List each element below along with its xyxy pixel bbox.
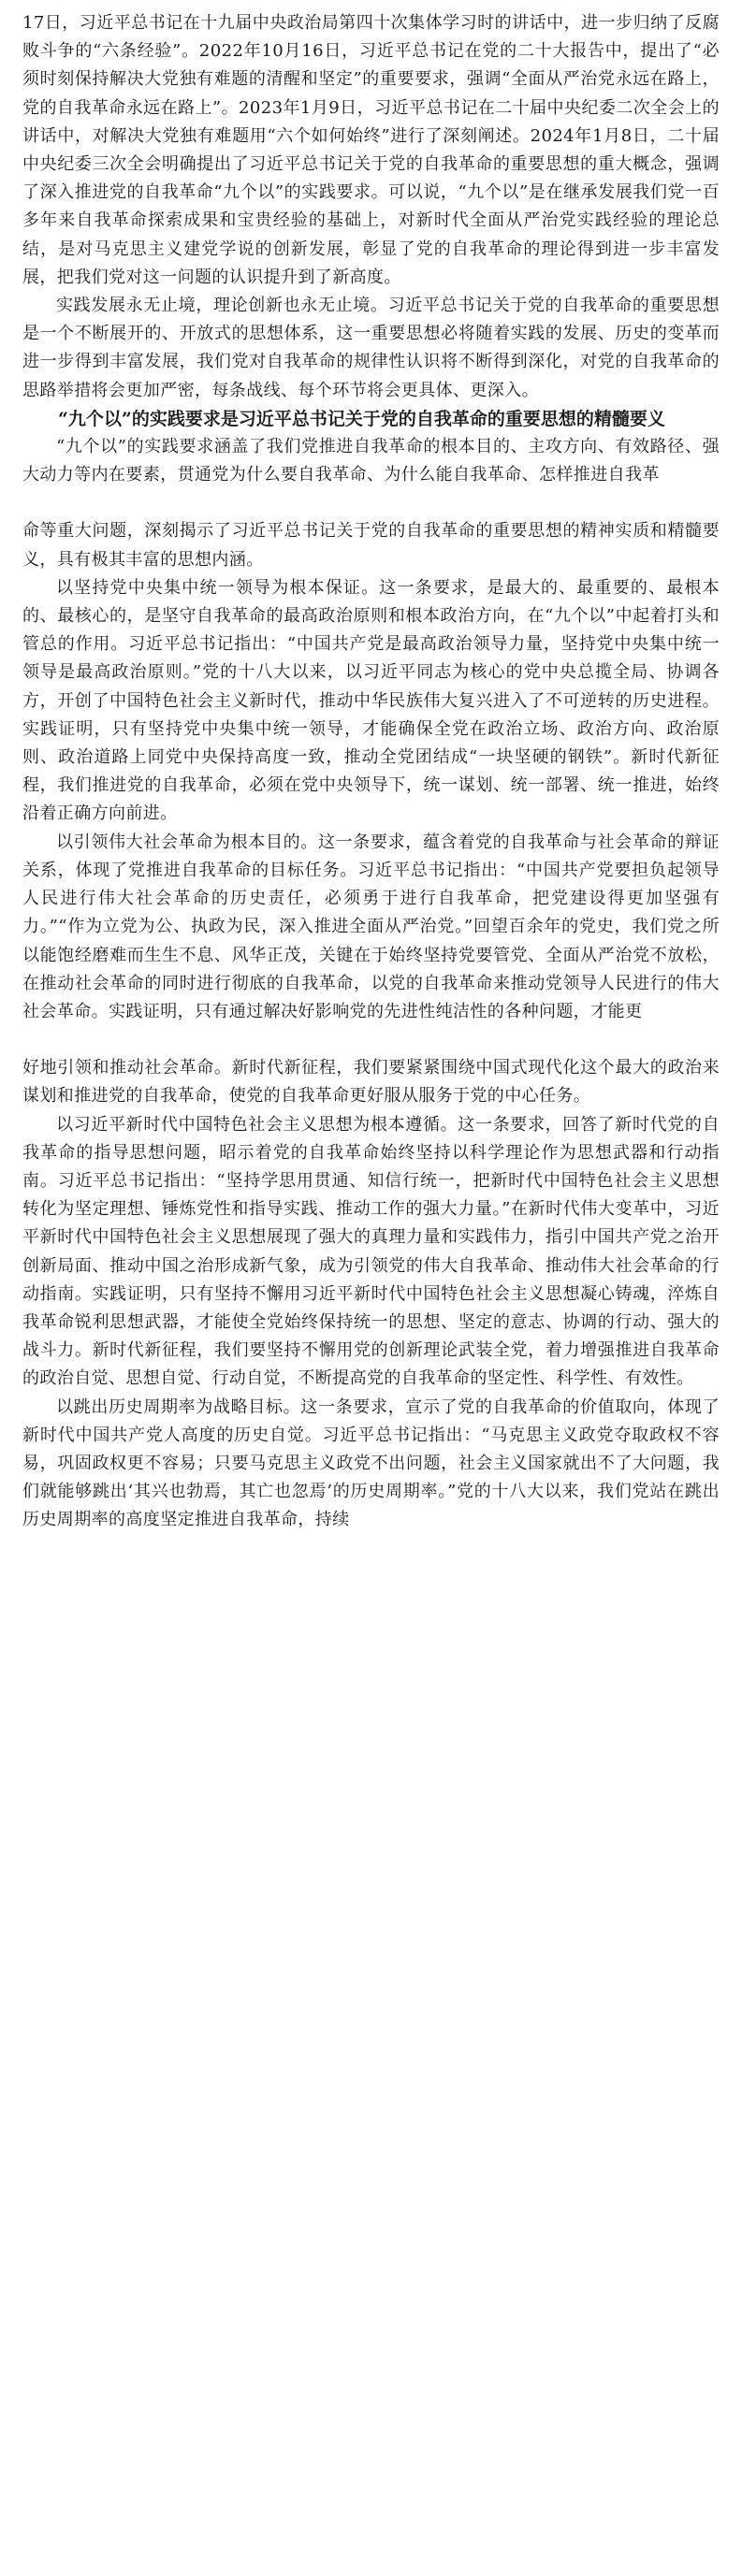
paragraph-nine-requirements-intro-cont: 命等重大问题，深刻揭示了习近平总书记关于党的自我革命的重要思想的精神实质和精髓要义，具有极其丰富的思想内涵。 <box>22 521 720 570</box>
paragraph-theory-innovation: 实践发展永无止境，理论创新也永无止境。习近平总书记关于党的自我革命的重要思想是一个不断展开的、开放式的思想体系，这一重要思想必将随着实践的发展、历史的变革而进一步得到丰富发展，我们党对自我革命的规律性认识将不断得到深化，对党的自我革命的思路举措将会更加严密，每条战线、每个环节将会更具体、更深入。 <box>22 296 720 400</box>
page-gap <box>22 1026 720 1054</box>
paragraph-guiding-thought: 以习近平新时代中国特色社会主义思想为根本遵循。这一条要求，回答了新时代党的自我革命的指导思想问题，昭示着党的自我革命始终坚持以科学理论作为思想武器和行动指南。习近平总书记指出：“坚持学思用贯通、知信行统一，把新时代中国特色社会主义思想转化为坚定理想、锤炼党性和指导实践、推动工作的强大力量。”在新时代伟大变革中，习近平新时代中国特色社会主义思想展现了强大的真理力量和实践伟力，指引中国共产党之治开创新局面、推动中国之治形成新气象，成为引领党的伟大自我革命、推动伟大社会革命的行动指南。实践证明，只有坚持不懈用习近平新时代中国特色社会主义思想凝心铸魂，淬炼自我革命锐利思想武器，才能使全党始终保持统一的思想、坚定的意志、协调的行动、强大的战斗力。新时代新征程，我们要坚持不懈用党的创新理论武装全党，着力增强推进自我革命的政治自觉、思想自觉、行动自觉，不断提高党的自我革命的坚定性、科学性、有效性。 <box>22 1114 720 1389</box>
section-heading-nine-requirements: “九个以”的实践要求是习近平总书记关于党的自我革命的重要思想的精髓要义 <box>58 408 665 429</box>
paragraph-historical-cycle: 以跳出历史周期率为战略目标。这一条要求，宣示了党的自我革命的价值取向，体现了新时代中国共产党人高度的历史自觉。习近平总书记指出：“马克思主义政党夺取政权不容易，巩固政权更不容易；只要马克思主义政党不出问题，社会主义国家就出不了大问题，我们就能够跳出‘其兴也勃焉，其亡也忽焉’的历史周期率。”党的十八大以来，我们党站在跳出历史周期率的高度坚定推进自我革命，持续 <box>22 1397 720 1530</box>
page-gap <box>22 489 720 517</box>
paragraph-social-revolution: 以引领伟大社会革命为根本目的。这一条要求，蕴含着党的自我革命与社会革命的辩证关系，体现了党推进自我革命的目标任务。习近平总书记指出：“中国共产党要担负起领导人民进行伟大社会革命的历史责任，必须勇于进行自我革命，把党建设得更加坚强有力。”“作为立党为公、执政为民，深入推进全面从严治党。”回望百余年的党史，我们党之所以能饱经磨难而生生不息、风华正茂，关键在于始终坚持党要管党、全面从严治党不放松，在推动社会革命的同时进行彻底的自我革命，以党的自我革命来推动党领导人民进行的伟大社会革命。实践证明，只有通过解决好影响党的先进性纯洁性的各种问题，才能更 <box>22 832 720 1021</box>
paragraph-nine-requirements-intro: “九个以”的实践要求涵盖了我们党推进自我革命的根本目的、主攻方向、有效路径、强大动力等内在要素，贯通党为什么要自我革命、为什么能自我革命、怎样推进自我革 <box>22 437 720 485</box>
paragraph-reform-history: 17日，习近平总书记在十九届中央政治局第四十次集体学习时的讲话中，进一步归纳了反腐败斗争的“六条经验”。2022年10月16日，习近平总书记在党的二十大报告中，提出了“必须时刻保持解决大党独有难题的清醒和坚定”的重要要求，强调“全面从严治党永远在路上，党的自我革命永远在路上”。2023年1月9日，习近平总书记在二十届中央纪委二次全会上的讲话中，对解决大党独有难题用“六个如何始终”进行了深刻阐述。2024年1月8日，二十届中央纪委三次全会明确提出了习近平总书记关于党的自我革命的重要思想的重大概念，强调了深入推进党的自我革命“九个以”的实践要求。可以说，“九个以”是在继承发展我们党一百多年来自我革命探索成果和宝贵经验的基础上，对新时代全面从严治党实践经验的理论总结，是对马克思主义建党学说的创新发展，彰显了党的自我革命的理论得到进一步丰富发展，把我们党对这一问题的认识提升到了新高度。 <box>22 13 720 287</box>
paragraph-social-revolution-cont: 好地引领和推动社会革命。新时代新征程，我们要紧紧围绕中国式现代化这个最大的政治来谋划和推进党的自我革命，使党的自我革命更好服从服务于党的中心任务。 <box>22 1058 720 1107</box>
paragraph-central-leadership: 以坚持党中央集中统一领导为根本保证。这一条要求，是最大的、最重要的、最根本的、最核心的，是坚守自我革命的最高政治原则和根本政治方向，在“九个以”中起着打头和管总的作用。习近平总书记指出：“中国共产党是最高政治领导力量，坚持党中央集中统一领导是最高政治原则。”党的十八大以来，以习近平同志为核心的党中央总揽全局、协调各方，开创了中国特色社会主义新时代，推动中华民族伟大复兴进入了不可逆转的历史进程。实践证明，只有坚持党中央集中统一领导，才能确保全党在政治立场、政治方向、政治原则、政治道路上同党中央保持高度一致，推动全党团结成“一块坚硬的钢铁”。新时代新征程，我们推进党的自我革命，必须在党中央领导下，统一谋划、统一部署、统一推进，始终沿着正确方向前进。 <box>22 577 720 824</box>
